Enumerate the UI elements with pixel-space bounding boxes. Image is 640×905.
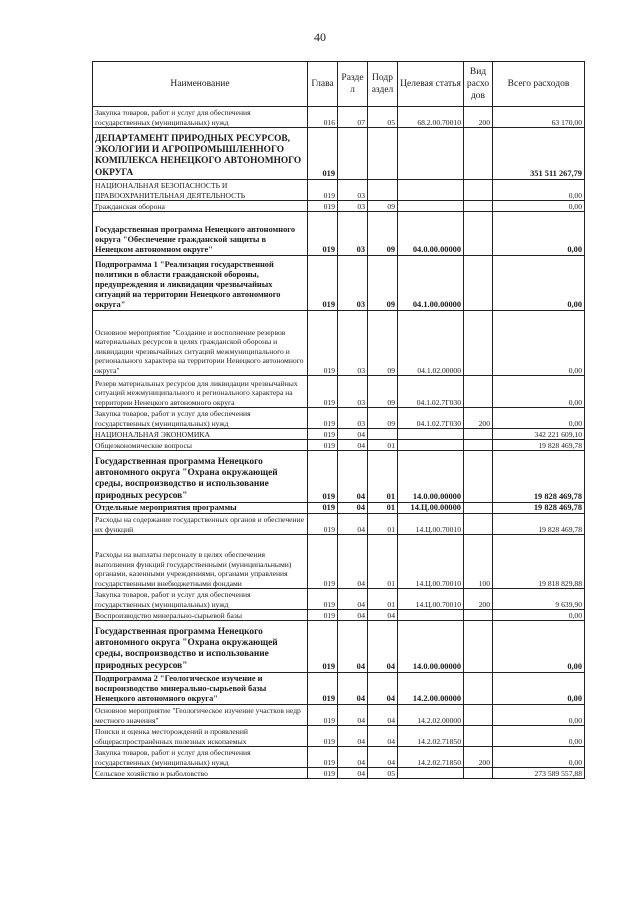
cell-name: Закупка товаров, работ и услуг для обеспечения государственных (муниципальных) нужд: [93, 107, 308, 128]
cell-razdel: 03: [338, 212, 368, 256]
cell-podrazdel: [368, 180, 398, 201]
cell-article: 04.1.02.00000: [398, 311, 464, 376]
table-row: [93, 726, 585, 747]
cell-article: 04.1.02.7Г030: [398, 376, 464, 408]
col-header-name: Наименование: [93, 62, 308, 107]
cell-total: 273 589 557,88: [493, 768, 585, 779]
cell-name: Государственная программа Ненецкого автономного округа "Обеспечение гражданской защиты в Ненецком автономном округе": [93, 212, 308, 256]
cell-exp-type: 200: [464, 408, 493, 429]
cell-exp-type: 100: [464, 535, 493, 589]
cell-razdel: 03: [338, 256, 368, 311]
cell-total: 9 639,90: [493, 589, 585, 610]
cell-razdel: 03: [338, 201, 368, 212]
cell-podrazdel: 01: [368, 589, 398, 610]
cell-exp-type: [464, 311, 493, 376]
cell-name: Общеэкономические вопросы: [93, 440, 308, 451]
cell-podrazdel: 09: [368, 201, 398, 212]
table-row: [93, 503, 585, 514]
table-row: [93, 535, 585, 589]
cell-glava: 019: [308, 201, 338, 212]
cell-exp-type: [464, 451, 493, 503]
cell-article: 14.0.00.00000: [398, 621, 464, 673]
cell-podrazdel: 09: [368, 376, 398, 408]
budget-table: [92, 61, 585, 779]
cell-podrazdel: 01: [368, 514, 398, 535]
cell-razdel: 04: [338, 610, 368, 621]
cell-name: Подпрограмма 2 "Геологическое изучение и воспроизводство минерально-сырьевой базы Ненецкого автономного округа": [93, 673, 308, 705]
table-row: [93, 256, 585, 311]
cell-glava: 019: [308, 747, 338, 768]
cell-podrazdel: 01: [368, 440, 398, 451]
cell-total: 0,00: [493, 747, 585, 768]
cell-razdel: 04: [338, 621, 368, 673]
cell-glava: 019: [308, 503, 338, 514]
cell-article: 14.2.02.00000: [398, 705, 464, 726]
cell-glava: 019: [308, 705, 338, 726]
cell-razdel: [338, 128, 368, 180]
cell-glava: 019: [308, 212, 338, 256]
cell-podrazdel: 05: [368, 768, 398, 779]
cell-podrazdel: 04: [368, 705, 398, 726]
cell-article: 04.1.00.00000: [398, 256, 464, 311]
cell-article: 14.Ц.00.70010: [398, 589, 464, 610]
cell-exp-type: [464, 673, 493, 705]
cell-razdel: 04: [338, 768, 368, 779]
cell-podrazdel: 04: [368, 726, 398, 747]
cell-total: 0,00: [493, 311, 585, 376]
cell-glava: 019: [308, 768, 338, 779]
table-row: [93, 107, 585, 128]
cell-name: Воспроизводство минерально-сырьевой базы: [93, 610, 308, 621]
cell-razdel: 04: [338, 451, 368, 503]
cell-podrazdel: 04: [368, 610, 398, 621]
cell-exp-type: [464, 201, 493, 212]
cell-total: 19 828 469,78: [493, 440, 585, 451]
cell-name: Резерв материальных ресурсов для ликвидации чрезвычайных ситуаций межмуниципального и регионального характера на территории Ненецкого автономного округа: [93, 376, 308, 408]
cell-razdel: 03: [338, 376, 368, 408]
cell-total: 342 221 609,10: [493, 429, 585, 440]
cell-exp-type: [464, 768, 493, 779]
cell-glava: 019: [308, 535, 338, 589]
cell-exp-type: [464, 256, 493, 311]
cell-name: Закупка товаров, работ и услуг для обеспечения государственных (муниципальных) нужд: [93, 408, 308, 429]
cell-name: Отдельные мероприятия программы: [93, 503, 308, 514]
cell-exp-type: 200: [464, 107, 493, 128]
table-row: [93, 589, 585, 610]
cell-razdel: 04: [338, 535, 368, 589]
cell-name: Поиски и оценка месторождений и проявлений общераспространённых полезных ископаемых: [93, 726, 308, 747]
table-row: [93, 429, 585, 440]
cell-article: [398, 610, 464, 621]
cell-article: [398, 440, 464, 451]
page-number: 40: [314, 30, 326, 44]
cell-podrazdel: 01: [368, 535, 398, 589]
cell-exp-type: [464, 128, 493, 180]
cell-exp-type: [464, 503, 493, 514]
cell-total: 351 511 267,79: [493, 128, 585, 180]
cell-glava: 019: [308, 440, 338, 451]
cell-glava: 019: [308, 451, 338, 503]
cell-total: 19 818 829,88: [493, 535, 585, 589]
table-row: [93, 768, 585, 779]
cell-razdel: 04: [338, 589, 368, 610]
col-header-exp-type: Вид расхо дов: [464, 62, 493, 107]
cell-total: 0,00: [493, 212, 585, 256]
cell-name: Гражданская оборона: [93, 201, 308, 212]
col-header-article: Целевая статья: [398, 62, 464, 107]
cell-article: 14.2.00.00000: [398, 673, 464, 705]
cell-glava: 019: [308, 726, 338, 747]
table-row: [93, 673, 585, 705]
col-header-glava: Глава: [308, 62, 338, 107]
cell-exp-type: [464, 429, 493, 440]
cell-glava: 019: [308, 514, 338, 535]
cell-name: Государственная программа Ненецкого автономного округа "Охрана окружающей среды, воспроизводство и использование природных ресурсов": [93, 451, 308, 503]
table-header-row: [93, 62, 585, 107]
cell-glava: 019: [308, 621, 338, 673]
cell-glava: 019: [308, 311, 338, 376]
cell-podrazdel: 09: [368, 311, 398, 376]
cell-name: НАЦИОНАЛЬНАЯ ЭКОНОМИКА: [93, 429, 308, 440]
cell-razdel: 04: [338, 429, 368, 440]
cell-name: Основное мероприятие "Геологическое изучение участков недр местного значения": [93, 705, 308, 726]
cell-article: 04.1.02.7Г030: [398, 408, 464, 429]
table-row: [93, 514, 585, 535]
cell-podrazdel: [368, 128, 398, 180]
cell-glava: 019: [308, 673, 338, 705]
cell-glava: 019: [308, 376, 338, 408]
cell-article: 14.2.02.71850: [398, 726, 464, 747]
cell-razdel: 04: [338, 747, 368, 768]
cell-total: 19 828 469,78: [493, 514, 585, 535]
cell-article: 04.0.00.00000: [398, 212, 464, 256]
cell-glava: 019: [308, 256, 338, 311]
cell-exp-type: [464, 705, 493, 726]
cell-name: Закупка товаров, работ и услуг для обеспечения государственных (муниципальных) нужд: [93, 589, 308, 610]
cell-glava: 019: [308, 408, 338, 429]
cell-total: 0,00: [493, 180, 585, 201]
cell-exp-type: [464, 621, 493, 673]
table-row: [93, 180, 585, 201]
cell-article: 14.0.00.00000: [398, 451, 464, 503]
cell-total: 19 828 469,78: [493, 451, 585, 503]
cell-exp-type: [464, 610, 493, 621]
cell-total: 0,00: [493, 376, 585, 408]
col-header-total: Всего расходов: [493, 62, 585, 107]
table-row: [93, 311, 585, 376]
cell-podrazdel: 09: [368, 256, 398, 311]
cell-total: 0,00: [493, 201, 585, 212]
cell-exp-type: [464, 212, 493, 256]
cell-article: 14.Ц.00.70010: [398, 514, 464, 535]
cell-glava: 016: [308, 107, 338, 128]
table-row: [93, 747, 585, 768]
cell-name: Расходы на выплаты персоналу в целях обеспечения выполнения функций государственными (муниципальными) органами, казенными учреждениями, органами управления государственными внебюджетными фондами: [93, 535, 308, 589]
cell-razdel: 04: [338, 440, 368, 451]
cell-exp-type: [464, 514, 493, 535]
table-row: [93, 705, 585, 726]
cell-article: 68.2.00.70010: [398, 107, 464, 128]
table-row: [93, 610, 585, 621]
cell-total: 0,00: [493, 256, 585, 311]
cell-podrazdel: 01: [368, 503, 398, 514]
table-row: [93, 440, 585, 451]
cell-razdel: 03: [338, 180, 368, 201]
table-row: [93, 128, 585, 180]
cell-razdel: 04: [338, 514, 368, 535]
table-row: [93, 201, 585, 212]
col-header-podrazdel: Подр аздел: [368, 62, 398, 107]
cell-glava: 019: [308, 180, 338, 201]
cell-podrazdel: 05: [368, 107, 398, 128]
table-row: [93, 376, 585, 408]
cell-razdel: 03: [338, 408, 368, 429]
cell-razdel: 04: [338, 503, 368, 514]
cell-exp-type: [464, 376, 493, 408]
cell-name: Сельское хозяйство и рыболовство: [93, 768, 308, 779]
cell-total: 0,00: [493, 705, 585, 726]
cell-glava: 019: [308, 589, 338, 610]
cell-razdel: 04: [338, 726, 368, 747]
cell-podrazdel: 09: [368, 408, 398, 429]
cell-name: Основное мероприятие "Создание и восполнение резервов материальных ресурсов в целях гражданской обороны и ликвидации чрезвычайных ситуаций межмуниципального и регионального характера на территории Ненецкого автономного округа": [93, 311, 308, 376]
cell-article: [398, 768, 464, 779]
cell-total: 0,00: [493, 621, 585, 673]
cell-article: [398, 128, 464, 180]
cell-razdel: 04: [338, 705, 368, 726]
cell-podrazdel: 04: [368, 621, 398, 673]
cell-glava: 019: [308, 128, 338, 180]
table-row: [93, 621, 585, 673]
cell-total: 63 170,00: [493, 107, 585, 128]
cell-total: 0,00: [493, 610, 585, 621]
cell-exp-type: [464, 440, 493, 451]
cell-article: [398, 201, 464, 212]
cell-article: [398, 429, 464, 440]
cell-podrazdel: 04: [368, 673, 398, 705]
cell-exp-type: [464, 726, 493, 747]
cell-name: Расходы на содержание государственных органов и обеспечение их функций: [93, 514, 308, 535]
cell-total: 0,00: [493, 408, 585, 429]
cell-article: 14.Ц.00.70010: [398, 535, 464, 589]
cell-article: 14.Ц.00.00000: [398, 503, 464, 514]
cell-glava: 019: [308, 610, 338, 621]
cell-podrazdel: 09: [368, 212, 398, 256]
cell-exp-type: 200: [464, 747, 493, 768]
cell-name: Закупка товаров, работ и услуг для обеспечения государственных (муниципальных) нужд: [93, 747, 308, 768]
cell-total: 0,00: [493, 673, 585, 705]
cell-name: Государственная программа Ненецкого автономного округа "Охрана окружающей среды, воспроизводство и использование природных ресурсов": [93, 621, 308, 673]
cell-razdel: 03: [338, 311, 368, 376]
cell-podrazdel: [368, 429, 398, 440]
cell-article: [398, 180, 464, 201]
cell-name: ДЕПАРТАМЕНТ ПРИРОДНЫХ РЕСУРСОВ, ЭКОЛОГИИ И АГРОПРОМЫШЛЕННОГО КОМПЛЕКСА НЕНЕЦКОГО АВТОНОМНОГО ОКРУГА: [93, 128, 308, 180]
table-row: [93, 451, 585, 503]
col-header-razdel: Разде л: [338, 62, 368, 107]
cell-total: 0,00: [493, 726, 585, 747]
cell-razdel: 07: [338, 107, 368, 128]
cell-glava: 019: [308, 429, 338, 440]
cell-name: НАЦИОНАЛЬНАЯ БЕЗОПАСНОСТЬ И ПРАВООХРАНИТЕЛЬНАЯ ДЕЯТЕЛЬНОСТЬ: [93, 180, 308, 201]
cell-exp-type: [464, 180, 493, 201]
table-row: [93, 212, 585, 256]
cell-razdel: 04: [338, 673, 368, 705]
table-row: [93, 408, 585, 429]
cell-total: 19 828 469,78: [493, 503, 585, 514]
cell-podrazdel: 01: [368, 451, 398, 503]
cell-article: 14.2.02.71850: [398, 747, 464, 768]
cell-exp-type: 200: [464, 589, 493, 610]
cell-name: Подпрограмма 1 "Реализация государственной политики в области гражданской обороны, предупреждения и ликвидации чрезвычайных ситуаций на территории Ненецкого автономного округа": [93, 256, 308, 311]
cell-podrazdel: 04: [368, 747, 398, 768]
